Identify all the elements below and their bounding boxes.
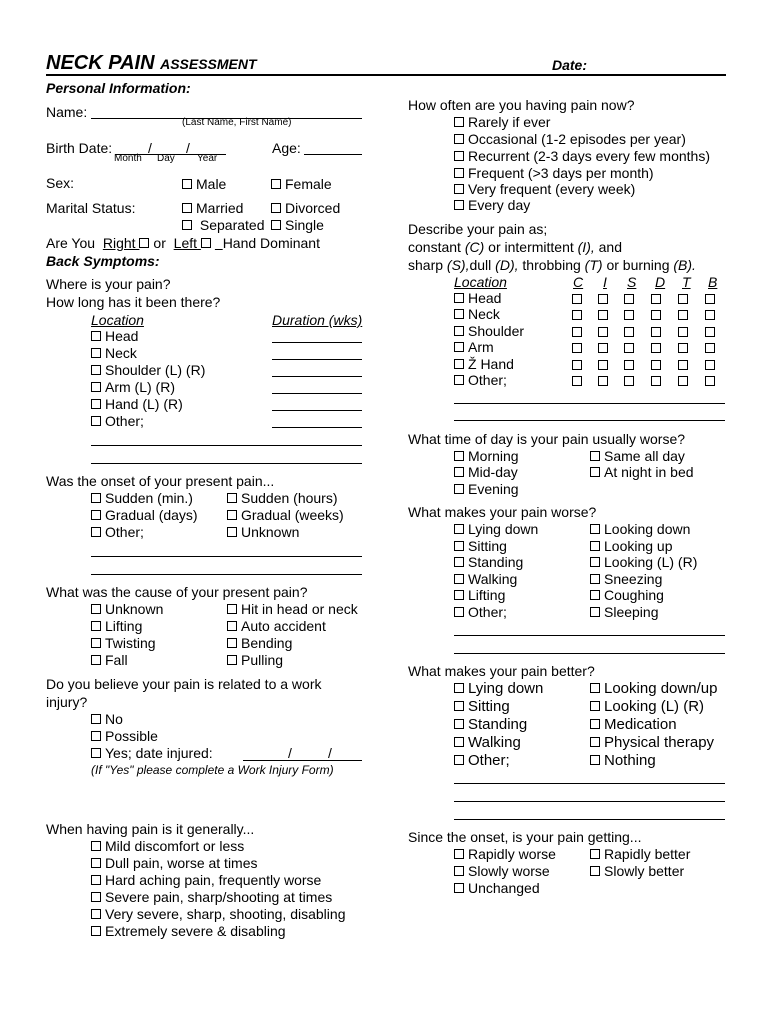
separated-option[interactable]: Separated bbox=[182, 218, 265, 232]
checkbox-icon bbox=[139, 238, 149, 248]
checkbox-icon bbox=[590, 451, 600, 461]
describe-pain-line1: Describe your pain as; bbox=[408, 221, 548, 237]
checkbox-icon bbox=[91, 348, 101, 358]
better-option-looking-lr[interactable]: Looking (L) (R) bbox=[590, 699, 704, 714]
describe-pain-line2: constant (C) or intermittent (I), and bbox=[408, 239, 622, 255]
checkbox-icon bbox=[91, 731, 101, 741]
checkbox-icon bbox=[590, 701, 600, 711]
male-option[interactable]: Male bbox=[182, 177, 226, 191]
checkbox-icon bbox=[227, 510, 237, 520]
checkbox-icon bbox=[227, 655, 237, 665]
checkbox-icon bbox=[201, 238, 211, 248]
birth-date-label: Birth Date: bbox=[46, 140, 113, 156]
checkbox-icon bbox=[91, 892, 101, 902]
checkbox-icon bbox=[454, 293, 464, 303]
onset-option-other[interactable]: Other; bbox=[91, 525, 144, 539]
code-header-c: C bbox=[573, 274, 584, 290]
checkbox-icon bbox=[454, 737, 464, 747]
marital-label: Marital Status: bbox=[46, 200, 136, 216]
checkbox-icon bbox=[590, 524, 600, 534]
checkbox-icon bbox=[454, 541, 464, 551]
describe-pain-line3: sharp (S),dull (D), throbbing (T) or burning (B). bbox=[408, 257, 696, 273]
checkbox-icon bbox=[454, 117, 464, 127]
checkbox-icon bbox=[91, 655, 101, 665]
checkbox-icon bbox=[271, 179, 281, 189]
duration-field[interactable] bbox=[272, 359, 362, 360]
general-option-dull[interactable]: Dull pain, worse at times bbox=[91, 856, 258, 870]
checkbox-icon bbox=[91, 926, 101, 936]
checkbox-icon bbox=[454, 451, 464, 461]
pain-type-checkbox-d-row-6[interactable] bbox=[651, 376, 661, 386]
checkbox-icon bbox=[227, 604, 237, 614]
back-location-head[interactable]: Head bbox=[91, 329, 138, 343]
pain-type-checkbox-b-row-2[interactable] bbox=[705, 310, 715, 320]
code-header-s: S bbox=[627, 274, 637, 290]
worse-option-walking[interactable]: Walking bbox=[454, 572, 517, 586]
worse-option-looking-lr[interactable]: Looking (L) (R) bbox=[590, 555, 697, 569]
pain-type-checkbox-t-row-4[interactable] bbox=[678, 343, 688, 353]
back-other-line[interactable] bbox=[91, 463, 362, 464]
pain-type-checkbox-t-row-5[interactable] bbox=[678, 360, 688, 370]
checkbox-icon bbox=[271, 220, 281, 230]
time-option-night[interactable]: At night in bed bbox=[590, 465, 694, 479]
since-option-rapidly-better[interactable]: Rapidly better bbox=[590, 847, 690, 861]
single-option[interactable]: Single bbox=[271, 218, 324, 232]
back-location-arm[interactable]: Arm (L) (R) bbox=[91, 380, 175, 394]
time-option-mid-day[interactable]: Mid-day bbox=[454, 465, 518, 479]
time-option-same-all-day[interactable]: Same all day bbox=[590, 449, 685, 463]
checkbox-icon bbox=[454, 326, 464, 336]
checkbox-icon bbox=[454, 151, 464, 161]
pain-type-checkbox-c-row-6[interactable] bbox=[572, 376, 582, 386]
better-option-medication[interactable]: Medication bbox=[590, 717, 677, 732]
pain-type-checkbox-b-row-5[interactable] bbox=[705, 360, 715, 370]
back-location-hand[interactable]: Hand (L) (R) bbox=[91, 397, 183, 411]
pain-type-checkbox-d-row-5[interactable] bbox=[651, 360, 661, 370]
checkbox-icon bbox=[590, 574, 600, 584]
pain-type-checkbox-i-row-4[interactable] bbox=[598, 343, 608, 353]
hand-dominance: Are You Right or Left Hand Dominant bbox=[46, 235, 320, 251]
birth-slash-2: / bbox=[186, 140, 190, 156]
sex-label: Sex: bbox=[46, 175, 75, 191]
frequency-option-recurrent[interactable]: Recurrent (2-3 days every few months) bbox=[454, 149, 710, 163]
pain-type-checkbox-b-row-1[interactable] bbox=[705, 294, 715, 304]
checkbox-icon bbox=[91, 638, 101, 648]
checkbox-icon bbox=[182, 220, 192, 230]
describe-row-head[interactable]: Head bbox=[454, 291, 501, 305]
worse-option-other[interactable]: Other; bbox=[454, 605, 507, 619]
frequency-option-rarely[interactable]: Rarely if ever bbox=[454, 115, 550, 129]
describe-other-line[interactable] bbox=[454, 403, 725, 404]
checkbox-icon bbox=[590, 557, 600, 567]
date-injured-field[interactable] bbox=[243, 760, 362, 761]
frequency-option-occasional[interactable]: Occasional (1-2 episodes per year) bbox=[454, 132, 686, 146]
since-option-rapidly-worse[interactable]: Rapidly worse bbox=[454, 847, 556, 861]
pain-type-checkbox-c-row-1[interactable] bbox=[572, 294, 582, 304]
checkbox-icon bbox=[590, 541, 600, 551]
describe-row-shoulder[interactable]: Shoulder bbox=[454, 324, 524, 338]
checkbox-icon bbox=[91, 604, 101, 614]
work-option-yes[interactable]: Yes; date injured: bbox=[91, 746, 213, 760]
duration-field[interactable] bbox=[272, 342, 362, 343]
pain-type-checkbox-b-row-3[interactable] bbox=[705, 327, 715, 337]
worse-option-sleeping[interactable]: Sleeping bbox=[590, 605, 659, 619]
checkbox-icon bbox=[91, 858, 101, 868]
onset-option-gradual-days[interactable]: Gradual (days) bbox=[91, 508, 198, 522]
pain-type-checkbox-i-row-5[interactable] bbox=[598, 360, 608, 370]
cause-option-fall[interactable]: Fall bbox=[91, 653, 128, 667]
name-label: Name: bbox=[46, 104, 88, 120]
checkbox-icon bbox=[590, 737, 600, 747]
back-location-neck[interactable]: Neck bbox=[91, 346, 137, 360]
checkbox-icon bbox=[454, 359, 464, 369]
better-other-line[interactable] bbox=[454, 801, 725, 802]
better-other-line[interactable] bbox=[454, 783, 725, 784]
checkbox-icon bbox=[227, 493, 237, 503]
worse-option-looking-up[interactable]: Looking up bbox=[590, 539, 673, 553]
checkbox-icon bbox=[91, 621, 101, 631]
checkbox-icon bbox=[590, 607, 600, 617]
work-option-no[interactable]: No bbox=[91, 712, 123, 726]
cause-option-pulling[interactable]: Pulling bbox=[227, 653, 283, 667]
work-injury-question-line1: Do you believe your pain is related to a work bbox=[46, 676, 322, 692]
month-hint: Month bbox=[114, 153, 142, 164]
code-header-t: T bbox=[682, 274, 691, 290]
divorced-option[interactable]: Divorced bbox=[271, 201, 340, 215]
checkbox-icon bbox=[454, 866, 464, 876]
checkbox-icon bbox=[182, 203, 192, 213]
onset-other-line[interactable] bbox=[91, 574, 362, 575]
pain-type-checkbox-t-row-1[interactable] bbox=[678, 294, 688, 304]
checkbox-icon bbox=[91, 510, 101, 520]
since-onset-question: Since the onset, is your pain getting... bbox=[408, 829, 642, 845]
back-symptoms-heading: Back Symptoms: bbox=[46, 253, 160, 269]
code-header-i: I bbox=[603, 274, 607, 290]
checkbox-icon bbox=[91, 416, 101, 426]
frequency-question: How often are you having pain now? bbox=[408, 97, 635, 113]
age-label: Age: bbox=[272, 140, 301, 156]
general-option-severe[interactable]: Severe pain, sharp/shooting at times bbox=[91, 890, 332, 904]
checkbox-icon bbox=[454, 719, 464, 729]
cause-option-lifting[interactable]: Lifting bbox=[91, 619, 142, 633]
pain-type-checkbox-s-row-6[interactable] bbox=[624, 376, 634, 386]
time-of-day-question: What time of day is your pain usually worse? bbox=[408, 431, 686, 447]
pain-type-checkbox-s-row-3[interactable] bbox=[624, 327, 634, 337]
onset-other-line[interactable] bbox=[91, 556, 362, 557]
worse-option-sneezing[interactable]: Sneezing bbox=[590, 572, 662, 586]
day-hint: Day bbox=[157, 153, 175, 164]
time-option-morning[interactable]: Morning bbox=[454, 449, 519, 463]
better-option-other[interactable]: Other; bbox=[454, 753, 510, 768]
checkbox-icon bbox=[91, 714, 101, 724]
onset-option-unknown[interactable]: Unknown bbox=[227, 525, 299, 539]
describe-row-hand[interactable]: Ž Hand bbox=[454, 357, 514, 371]
checkbox-icon bbox=[454, 309, 464, 319]
duration-field[interactable] bbox=[272, 393, 362, 394]
onset-option-gradual-weeks[interactable]: Gradual (weeks) bbox=[227, 508, 344, 522]
how-long-question: How long has it been there? bbox=[46, 294, 221, 310]
work-injury-note: (If "Yes" please complete a Work Injury Form) bbox=[91, 763, 334, 777]
better-question: What makes your pain better? bbox=[408, 663, 595, 679]
pain-type-checkbox-t-row-2[interactable] bbox=[678, 310, 688, 320]
duration-field[interactable] bbox=[272, 427, 362, 428]
since-option-unchanged[interactable]: Unchanged bbox=[454, 881, 540, 895]
pain-type-checkbox-s-row-1[interactable] bbox=[624, 294, 634, 304]
checkbox-icon bbox=[454, 557, 464, 567]
checkbox-icon bbox=[454, 200, 464, 210]
right-hand-option[interactable]: Right bbox=[103, 235, 154, 251]
checkbox-icon bbox=[454, 607, 464, 617]
pain-type-checkbox-i-row-1[interactable] bbox=[598, 294, 608, 304]
duration-field[interactable] bbox=[272, 376, 362, 377]
duration-column-header: Duration (wks) bbox=[272, 312, 363, 328]
describe-row-arm[interactable]: Arm bbox=[454, 340, 494, 354]
better-option-walking[interactable]: Walking bbox=[454, 735, 521, 750]
header-rule bbox=[46, 74, 726, 76]
worse-option-looking-down[interactable]: Looking down bbox=[590, 522, 690, 536]
checkbox-icon bbox=[454, 590, 464, 600]
cause-option-unknown[interactable]: Unknown bbox=[91, 602, 163, 616]
describe-row-neck[interactable]: Neck bbox=[454, 307, 500, 321]
left-hand-option[interactable]: Left bbox=[174, 235, 223, 251]
checkbox-icon bbox=[454, 375, 464, 385]
cause-option-bending[interactable]: Bending bbox=[227, 636, 292, 650]
pain-type-checkbox-d-row-2[interactable] bbox=[651, 310, 661, 320]
pain-type-checkbox-d-row-3[interactable] bbox=[651, 327, 661, 337]
describe-location-header: Location bbox=[454, 274, 507, 290]
checkbox-icon bbox=[454, 184, 464, 194]
better-other-line[interactable] bbox=[454, 819, 725, 820]
back-location-other[interactable]: Other; bbox=[91, 414, 144, 428]
better-option-nothing[interactable]: Nothing bbox=[590, 753, 656, 768]
checkbox-icon bbox=[91, 909, 101, 919]
checkbox-icon bbox=[91, 382, 101, 392]
pain-type-checkbox-t-row-3[interactable] bbox=[678, 327, 688, 337]
work-option-possible[interactable]: Possible bbox=[91, 729, 158, 743]
checkbox-icon bbox=[454, 524, 464, 534]
checkbox-icon bbox=[590, 755, 600, 765]
checkbox-icon bbox=[454, 683, 464, 693]
onset-question: Was the onset of your present pain... bbox=[46, 473, 275, 489]
page-title: NECK PAIN ASSESSMENT bbox=[46, 52, 257, 74]
better-option-sitting[interactable]: Sitting bbox=[454, 699, 510, 714]
cause-option-hit-head[interactable]: Hit in head or neck bbox=[227, 602, 358, 616]
general-pain-question: When having pain is it generally... bbox=[46, 821, 255, 837]
pain-type-checkbox-i-row-6[interactable] bbox=[598, 376, 608, 386]
onset-option-sudden-min[interactable]: Sudden (min.) bbox=[91, 491, 193, 505]
frequency-option-frequent[interactable]: Frequent (>3 days per month) bbox=[454, 166, 654, 180]
better-option-looking-down-up[interactable]: Looking down/up bbox=[590, 681, 717, 696]
worse-option-lifting[interactable]: Lifting bbox=[454, 588, 505, 602]
pain-type-checkbox-t-row-6[interactable] bbox=[678, 376, 688, 386]
pain-type-checkbox-i-row-2[interactable] bbox=[598, 310, 608, 320]
pain-type-checkbox-c-row-5[interactable] bbox=[572, 360, 582, 370]
checkbox-icon bbox=[454, 849, 464, 859]
birth-slash-1: / bbox=[148, 140, 152, 156]
pain-type-checkbox-b-row-4[interactable] bbox=[705, 343, 715, 353]
checkbox-icon bbox=[454, 484, 464, 494]
checkbox-icon bbox=[590, 467, 600, 477]
pain-type-checkbox-d-row-4[interactable] bbox=[651, 343, 661, 353]
pain-type-checkbox-c-row-3[interactable] bbox=[572, 327, 582, 337]
worse-option-standing[interactable]: Standing bbox=[454, 555, 523, 569]
injury-slash-1: / bbox=[288, 745, 292, 761]
duration-field[interactable] bbox=[272, 410, 362, 411]
where-pain-question: Where is your pain? bbox=[46, 276, 171, 292]
checkbox-icon bbox=[590, 719, 600, 729]
location-column-header: Location bbox=[91, 312, 144, 328]
better-option-lying-down[interactable]: Lying down bbox=[454, 681, 543, 696]
checkbox-icon bbox=[91, 875, 101, 885]
checkbox-icon bbox=[590, 866, 600, 876]
checkbox-icon bbox=[91, 527, 101, 537]
checkbox-icon bbox=[454, 883, 464, 893]
worse-option-sitting[interactable]: Sitting bbox=[454, 539, 507, 553]
checkbox-icon bbox=[227, 527, 237, 537]
worse-option-coughing[interactable]: Coughing bbox=[590, 588, 664, 602]
code-header-b: B bbox=[708, 274, 718, 290]
checkbox-icon bbox=[91, 399, 101, 409]
female-option[interactable]: Female bbox=[271, 177, 332, 191]
cause-option-twisting[interactable]: Twisting bbox=[91, 636, 156, 650]
since-option-slowly-better[interactable]: Slowly better bbox=[590, 864, 684, 878]
pain-type-checkbox-s-row-5[interactable] bbox=[624, 360, 634, 370]
worse-option-lying-down[interactable]: Lying down bbox=[454, 522, 538, 536]
worse-other-line[interactable] bbox=[454, 635, 725, 636]
date-label: Date: bbox=[552, 57, 588, 73]
checkbox-icon bbox=[91, 331, 101, 341]
checkbox-icon bbox=[454, 467, 464, 477]
pain-type-checkbox-d-row-1[interactable] bbox=[651, 294, 661, 304]
checkbox-icon bbox=[91, 841, 101, 851]
cause-question: What was the cause of your present pain? bbox=[46, 584, 308, 600]
worse-question: What makes your pain worse? bbox=[408, 504, 597, 520]
back-location-shoulder[interactable]: Shoulder (L) (R) bbox=[91, 363, 205, 377]
pain-type-checkbox-c-row-4[interactable] bbox=[572, 343, 582, 353]
general-option-hard-aching[interactable]: Hard aching pain, frequently worse bbox=[91, 873, 321, 887]
checkbox-icon bbox=[590, 683, 600, 693]
cause-option-auto-accident[interactable]: Auto accident bbox=[227, 619, 326, 633]
pain-type-checkbox-s-row-4[interactable] bbox=[624, 343, 634, 353]
frequency-option-very-frequent[interactable]: Very frequent (every week) bbox=[454, 182, 635, 196]
onset-option-sudden-hours[interactable]: Sudden (hours) bbox=[227, 491, 338, 505]
checkbox-icon bbox=[454, 134, 464, 144]
checkbox-icon bbox=[454, 701, 464, 711]
worse-other-line[interactable] bbox=[454, 653, 725, 654]
age-field[interactable] bbox=[304, 154, 362, 155]
describe-row-other[interactable]: Other; bbox=[454, 373, 507, 387]
checkbox-icon bbox=[454, 755, 464, 765]
married-option[interactable]: Married bbox=[182, 201, 243, 215]
pain-type-checkbox-s-row-2[interactable] bbox=[624, 310, 634, 320]
checkbox-icon bbox=[182, 179, 192, 189]
checkbox-icon bbox=[590, 590, 600, 600]
checkbox-icon bbox=[91, 748, 101, 758]
checkbox-icon bbox=[91, 365, 101, 375]
checkbox-icon bbox=[227, 638, 237, 648]
pain-type-checkbox-c-row-2[interactable] bbox=[572, 310, 582, 320]
year-hint: Year bbox=[197, 153, 218, 164]
frequency-option-every-day[interactable]: Every day bbox=[454, 198, 530, 212]
describe-other-line[interactable] bbox=[454, 420, 725, 421]
name-hint: (Last Name, First Name) bbox=[182, 117, 292, 128]
checkbox-icon bbox=[590, 849, 600, 859]
since-option-slowly-worse[interactable]: Slowly worse bbox=[454, 864, 550, 878]
injury-slash-2: / bbox=[328, 745, 332, 761]
checkbox-icon bbox=[454, 168, 464, 178]
checkbox-icon bbox=[91, 493, 101, 503]
personal-info-heading: Personal Information: bbox=[46, 80, 191, 96]
work-injury-question-line2: injury? bbox=[46, 694, 88, 710]
general-option-extremely-severe[interactable]: Extremely severe & disabling bbox=[91, 924, 286, 938]
back-other-line[interactable] bbox=[91, 445, 362, 446]
general-option-mild[interactable]: Mild discomfort or less bbox=[91, 839, 244, 853]
better-option-physical-therapy[interactable]: Physical therapy bbox=[590, 735, 714, 750]
checkbox-icon bbox=[271, 203, 281, 213]
checkbox-icon bbox=[227, 621, 237, 631]
checkbox-icon bbox=[454, 342, 464, 352]
pain-type-checkbox-i-row-3[interactable] bbox=[598, 327, 608, 337]
general-option-very-severe[interactable]: Very severe, sharp, shooting, disabling bbox=[91, 907, 345, 921]
checkbox-icon bbox=[454, 574, 464, 584]
better-option-standing[interactable]: Standing bbox=[454, 717, 527, 732]
pain-type-checkbox-b-row-6[interactable] bbox=[705, 376, 715, 386]
code-header-d: D bbox=[655, 274, 666, 290]
time-option-evening[interactable]: Evening bbox=[454, 482, 519, 496]
